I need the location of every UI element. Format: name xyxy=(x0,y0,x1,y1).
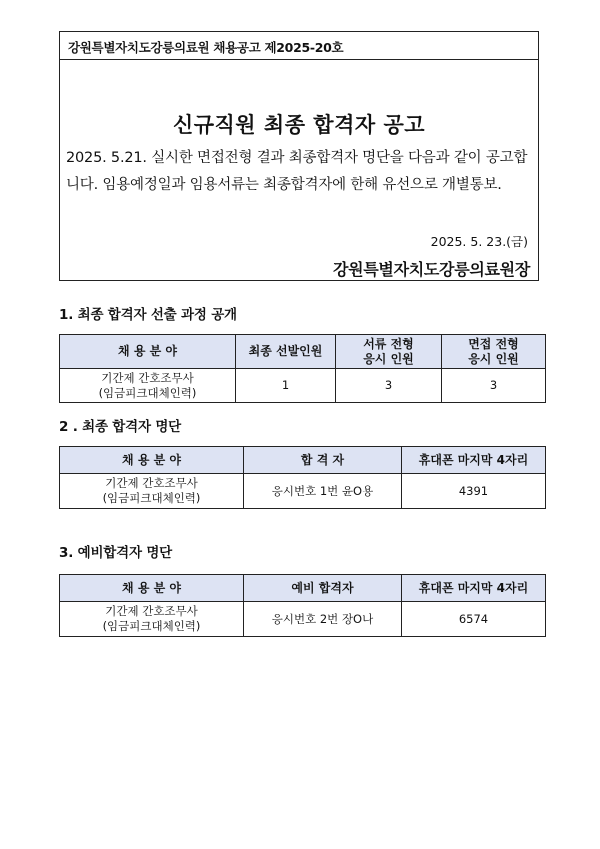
cell-field: 기간제 간호조무사 (임금피크대체인력) xyxy=(60,602,244,637)
notice-number: 강원특별자치도강릉의료원 채용공고 제2025-20호 xyxy=(68,40,344,55)
section3-heading: 3. 예비합격자 명단 xyxy=(59,545,173,561)
notice-date: 2025. 5. 23.(금) xyxy=(430,234,528,249)
notice-body: 2025. 5.21. 실시한 면접전형 결과 최종합격자 명단을 다음과 같이 공고합니다. 임용예정일과 임용서류는 최종합격자에 한해 유선으로 개별통보. xyxy=(66,150,528,193)
header-interview-applicants: 면접 전형 응시 인원 xyxy=(442,335,546,369)
cell-selected-count: 1 xyxy=(236,369,336,403)
table-row xyxy=(60,602,546,637)
section1-heading: 1. 최종 합격자 선출 과정 공개 xyxy=(59,307,237,323)
cell-phone-last4: 4391 xyxy=(402,474,546,509)
header-field: 채 용 분 야 xyxy=(60,447,244,474)
header-field: 채 용 분 야 xyxy=(60,335,236,369)
header-phone-last4: 휴대폰 마지막 4자리 xyxy=(402,447,546,474)
cell-reserve-passer: 응시번호 2번 장O나 xyxy=(244,602,402,637)
cell-interview-applicants: 3 xyxy=(442,369,546,403)
cell-field: 기간제 간호조무사 (임금피크대체인력) xyxy=(60,474,244,509)
cell-document-applicants: 3 xyxy=(336,369,442,403)
table-row xyxy=(60,369,546,403)
notice-title: 신규직원 최종 합격자 공고 xyxy=(172,113,426,137)
header-document-applicants: 서류 전형 응시 인원 xyxy=(336,335,442,369)
notice-signature: 강원특별자치도강릉의료원장 xyxy=(332,260,530,279)
section2-heading: 2 . 최종 합격자 명단 xyxy=(59,419,182,435)
table-row xyxy=(60,474,546,509)
notice-divider xyxy=(60,59,538,60)
reserve-passers-table xyxy=(59,574,546,637)
header-phone-last4: 휴대폰 마지막 4자리 xyxy=(402,575,546,602)
cell-passer: 응시번호 1번 윤O용 xyxy=(244,474,402,509)
cell-phone-last4: 6574 xyxy=(402,602,546,637)
header-passer: 합 격 자 xyxy=(244,447,402,474)
notice-box xyxy=(59,31,539,281)
final-passers-table xyxy=(59,446,546,509)
header-selected-count: 최종 선발인원 xyxy=(236,335,336,369)
selection-process-table xyxy=(59,334,546,403)
cell-field: 기간제 간호조무사 (임금피크대체인력) xyxy=(60,369,236,403)
header-field: 채 용 분 야 xyxy=(60,575,244,602)
header-reserve-passer: 예비 합격자 xyxy=(244,575,402,602)
